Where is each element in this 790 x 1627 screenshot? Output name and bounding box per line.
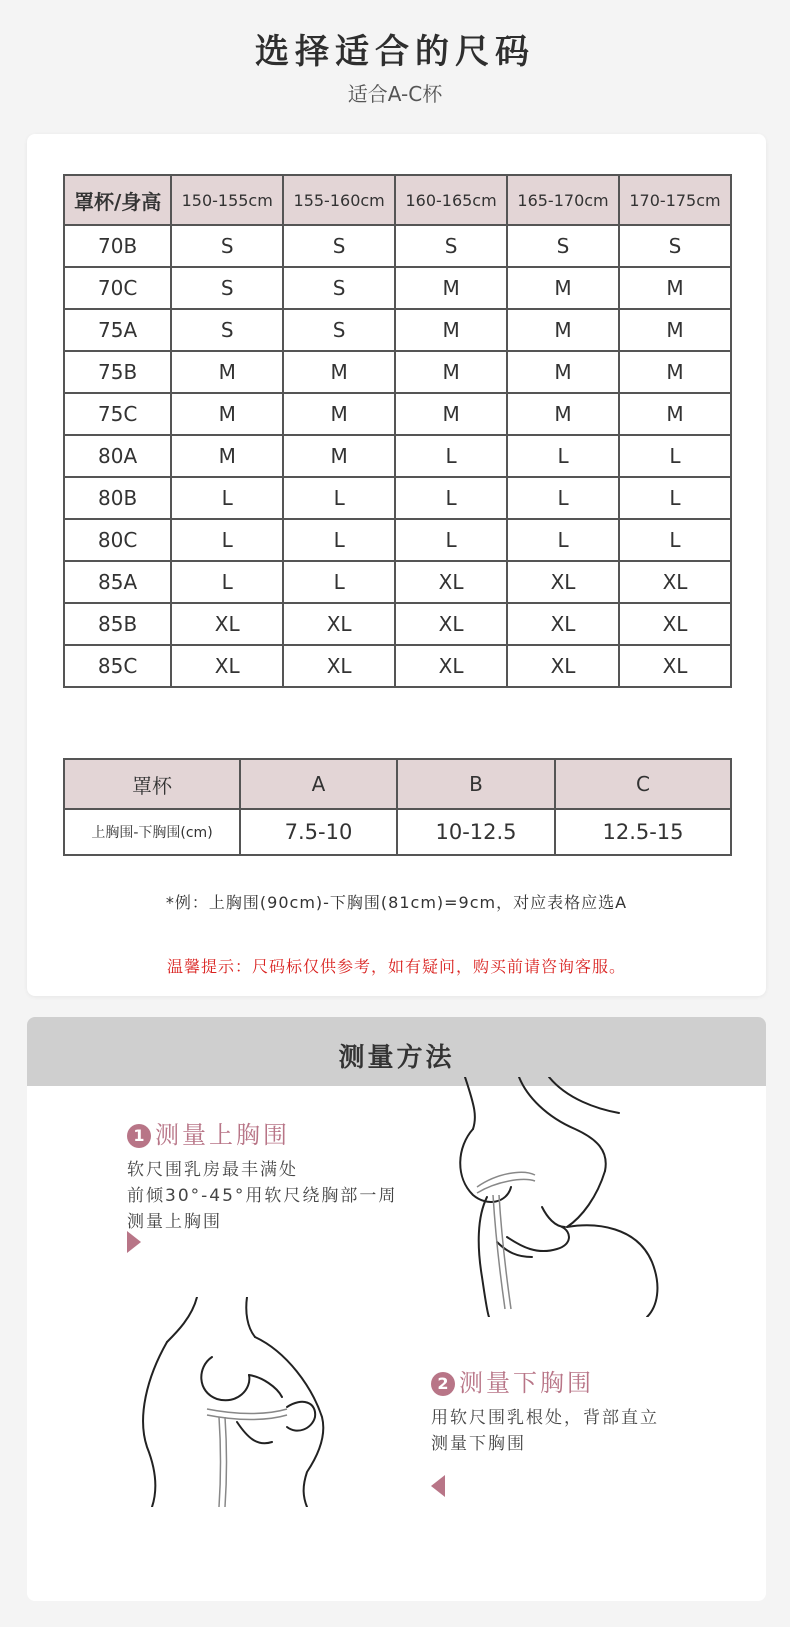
size-table-cell: L — [507, 477, 619, 519]
size-table-cell: L — [395, 519, 507, 561]
cup-table-cup: B — [397, 759, 555, 809]
measure-header-bar — [27, 1017, 766, 1086]
size-table-cup-label: 70C — [64, 267, 171, 309]
page-title: 选择适合的尺码 — [255, 32, 535, 72]
size-table-cell: L — [171, 561, 283, 603]
step1-line: 测量上胸围 — [127, 1212, 222, 1232]
cup-table-range: 12.5-15 — [555, 809, 731, 855]
size-table-cup-label: 85C — [64, 645, 171, 687]
size-table-cell: S — [619, 225, 731, 267]
size-table-cell: M — [619, 267, 731, 309]
page-header — [0, 0, 790, 132]
size-table-cell: S — [171, 225, 283, 267]
size-table-cell: M — [507, 267, 619, 309]
size-table-row — [64, 477, 731, 519]
measure-title: 测量方法 — [338, 1043, 455, 1073]
size-table-cell: M — [171, 351, 283, 393]
cup-table-cup: A — [240, 759, 397, 809]
size-table-cell: M — [619, 351, 731, 393]
size-table-corner: 罩杯/身高 — [64, 175, 171, 225]
size-table-cell: S — [283, 267, 395, 309]
step1-description — [127, 1157, 397, 1235]
size-table-cell: S — [507, 225, 619, 267]
size-table-cup-label: 85A — [64, 561, 171, 603]
size-table-row — [64, 435, 731, 477]
step2-title — [431, 1363, 594, 1398]
size-table-cell: M — [619, 309, 731, 351]
size-table-cup-label: 80A — [64, 435, 171, 477]
size-table-cell: L — [507, 519, 619, 561]
size-table-cell: M — [171, 393, 283, 435]
size-table-cell: XL — [619, 603, 731, 645]
size-table-cell: S — [171, 267, 283, 309]
size-table-cell: XL — [395, 561, 507, 603]
size-table-cell: M — [507, 309, 619, 351]
size-table-row — [64, 351, 731, 393]
size-table-cell: L — [395, 435, 507, 477]
arrow-right-icon — [127, 1231, 141, 1253]
arrow-left-icon — [431, 1475, 445, 1497]
page-subtitle: 适合A-C杯 — [347, 82, 443, 106]
under-bust-illustration — [137, 1297, 347, 1507]
size-table-cell: XL — [283, 645, 395, 687]
size-table-cell: L — [283, 519, 395, 561]
size-table-cell: XL — [171, 645, 283, 687]
size-table-cell: S — [171, 309, 283, 351]
cup-table-header-label: 罩杯 — [64, 759, 240, 809]
step2-description — [431, 1405, 659, 1457]
size-table-cup-label: 80C — [64, 519, 171, 561]
size-table-cell: XL — [619, 561, 731, 603]
size-table-cell: XL — [507, 645, 619, 687]
cup-table-row — [64, 809, 731, 855]
size-table-cell: XL — [395, 603, 507, 645]
size-table-cup-label: 70B — [64, 225, 171, 267]
size-table-cell: L — [619, 477, 731, 519]
size-table-cell: M — [283, 351, 395, 393]
size-table-row — [64, 393, 731, 435]
cup-table-cup: C — [555, 759, 731, 809]
cup-table-range: 10-12.5 — [397, 809, 555, 855]
size-table-cup-label: 80B — [64, 477, 171, 519]
size-table-row — [64, 267, 731, 309]
size-table-cell: M — [507, 351, 619, 393]
size-table-cell: M — [395, 351, 507, 393]
size-chart-card — [27, 134, 766, 996]
size-table-col-header: 160-165cm — [395, 175, 507, 225]
size-table-cell: M — [395, 309, 507, 351]
step2-line: 测量下胸围 — [431, 1434, 526, 1454]
size-table-cell: L — [619, 519, 731, 561]
size-table-row — [64, 603, 731, 645]
step1-title — [127, 1115, 290, 1150]
size-table-cell: XL — [283, 603, 395, 645]
size-table-cell: XL — [171, 603, 283, 645]
size-table-col-header: 155-160cm — [283, 175, 395, 225]
size-table-cell: XL — [395, 645, 507, 687]
size-table-row — [64, 309, 731, 351]
size-table — [63, 174, 732, 688]
size-table-col-header: 170-175cm — [619, 175, 731, 225]
size-table-header-row — [64, 175, 731, 225]
size-table-cell: M — [171, 435, 283, 477]
size-table-row — [64, 225, 731, 267]
size-table-cell: M — [507, 393, 619, 435]
size-table-cell: L — [283, 477, 395, 519]
size-table-row — [64, 519, 731, 561]
step1-number: 1 — [127, 1124, 151, 1148]
step2-title-text: 测量下胸围 — [459, 1369, 594, 1397]
step1-title-text: 测量上胸围 — [155, 1121, 290, 1149]
size-table-row — [64, 645, 731, 687]
size-table-cell: L — [395, 477, 507, 519]
measure-card — [27, 1017, 766, 1601]
size-table-col-header: 150-155cm — [171, 175, 283, 225]
size-table-cell: L — [171, 519, 283, 561]
size-table-cell: S — [395, 225, 507, 267]
size-table-cell: M — [283, 435, 395, 477]
cup-table-header-row — [64, 759, 731, 809]
size-table-cup-label: 75C — [64, 393, 171, 435]
size-table-cup-label: 75A — [64, 309, 171, 351]
example-note: *例：上胸围(90cm)-下胸围(81cm)=9cm，对应表格应选A — [165, 893, 628, 912]
size-table-cell: M — [283, 393, 395, 435]
tip-note: 温馨提示：尺码标仅供参考，如有疑问，购买前请咨询客服。 — [166, 957, 626, 976]
size-table-cell: L — [507, 435, 619, 477]
step2-line: 用软尺围乳根处，背部直立 — [431, 1408, 659, 1428]
size-table-cell: M — [395, 393, 507, 435]
size-table-cell: L — [619, 435, 731, 477]
size-table-cell: XL — [619, 645, 731, 687]
size-table-cell: XL — [507, 561, 619, 603]
size-table-cell: S — [283, 309, 395, 351]
cup-table-row-label: 上胸围-下胸围(cm) — [64, 809, 240, 855]
upper-bust-illustration — [447, 1077, 677, 1317]
size-table-cup-label: 75B — [64, 351, 171, 393]
size-table-col-header: 165-170cm — [507, 175, 619, 225]
step1-line: 前倾30°-45°用软尺绕胸部一周 — [127, 1186, 398, 1206]
size-table-row — [64, 561, 731, 603]
step2-number: 2 — [431, 1372, 455, 1396]
size-table-cell: XL — [507, 603, 619, 645]
size-table-cell: L — [171, 477, 283, 519]
size-table-cell: L — [283, 561, 395, 603]
step1-line: 软尺围乳房最丰满处 — [127, 1160, 298, 1180]
cup-table-range: 7.5-10 — [240, 809, 397, 855]
size-table-cell: M — [395, 267, 507, 309]
size-table-cell: M — [619, 393, 731, 435]
cup-table — [63, 758, 732, 856]
size-table-cell: S — [283, 225, 395, 267]
size-table-cup-label: 85B — [64, 603, 171, 645]
